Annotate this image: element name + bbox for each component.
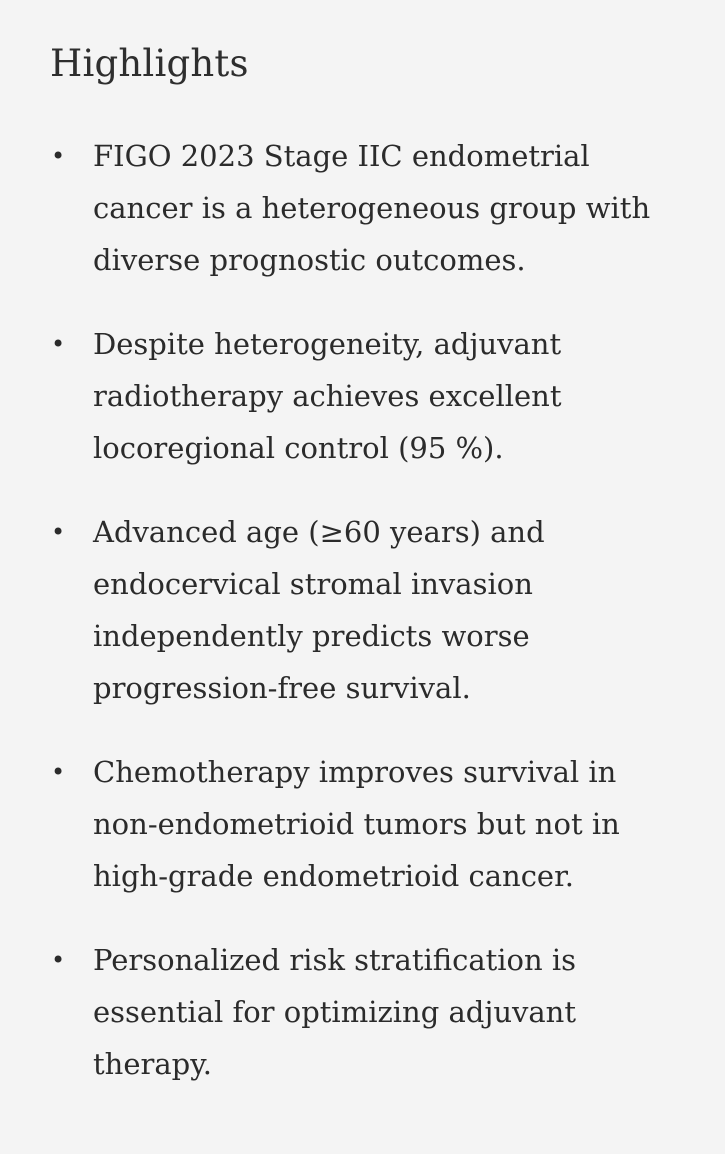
highlight-text: Advanced age (≥60 years) and endocervical stromal invasion independently predicts worse progression-free survival.: [93, 515, 545, 705]
highlights-list: [50, 130, 685, 1090]
highlight-text: Personalized risk stratification is essential for optimizing adjuvant therapy.: [93, 943, 577, 1081]
bullet-icon: •: [51, 946, 66, 974]
bullet-icon: •: [51, 518, 66, 546]
highlight-text: Chemotherapy improves survival in non-endometrioid tumors but not in high-grade endometrioid cancer.: [93, 755, 620, 893]
highlight-text: FIGO 2023 Stage IIC endometrial cancer is a heterogeneous group with diverse prognostic outcomes.: [93, 139, 651, 277]
highlight-item: [50, 506, 683, 714]
bullet-icon: •: [51, 758, 66, 786]
bullet-icon: •: [51, 142, 66, 170]
highlight-item: [50, 934, 683, 1090]
section-title: Highlights: [50, 42, 249, 85]
bullet-icon: •: [51, 330, 66, 358]
highlight-item: [50, 746, 683, 902]
highlight-item: [50, 130, 683, 286]
highlight-item: [50, 318, 683, 474]
highlight-text: Despite heterogeneity, adjuvant radiotherapy achieves excellent locoregional control (95 %).: [93, 327, 562, 465]
